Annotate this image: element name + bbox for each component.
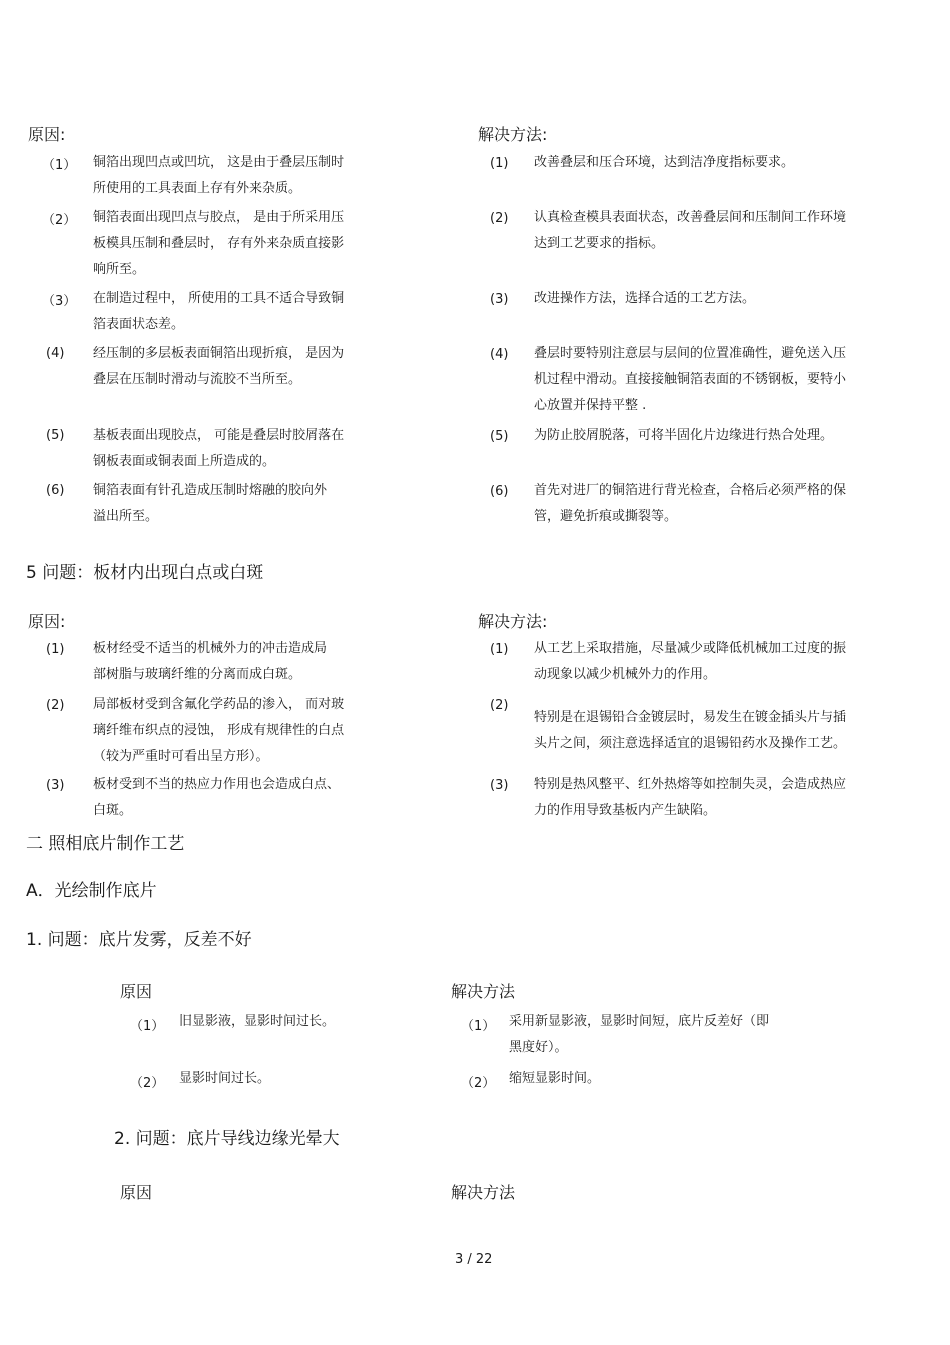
solution-num: (4) [490,347,509,362]
solution-header: 解决方法 [451,982,516,1001]
cause-num: (4) [46,346,65,361]
cause-num: （2） [130,1076,165,1091]
solution-text: 首先对进厂的铜箔进行背光检查，合格后必须严格的保 管，避免折痕或撕裂等。 [534,483,847,524]
solution-num: (6) [490,484,509,499]
solution-num: (3) [490,778,509,793]
cause-text: 在制造过程中， 所使用的工具不适合导致铜 箔表面状态差。 [93,291,345,332]
page-number: 3 / 22 [455,1252,493,1267]
problem-title: 2. 问题：底片导线边缘光晕大 [114,1129,340,1149]
subsection-title: A．光绘制作底片 [26,881,157,901]
section-title: 5 问题：板材内出现白点或白斑 [26,563,264,583]
problem-title: 1. 问题：底片发雾，反差不好 [26,930,252,950]
cause-text: 经压制的多层板表面铜箔出现折痕， 是因为 叠层在压制时滑动与流胶不当所至。 [93,346,345,387]
cause-num: (2) [46,698,65,713]
cause-num: （3） [42,294,77,309]
cause-text: 旧显影液，显影时间过长。 [179,1014,336,1029]
solution-text: 特别是在退锡铅合金镀层时，易发生在镀金插头片与插 头片之间，须注意选择适宜的退锡铅药水及操作工艺。 [534,710,847,751]
cause-text: 局部板材受到含氟化学药品的渗入， 而对玻 璃纤维布织点的浸蚀， 形成有规律性的白点 （较为严重时可看出呈方形）。 [93,697,345,764]
solution-header: 解决方法 [451,1183,516,1202]
solution-text: 认真检查模具表面状态，改善叠层间和压制间工作环境 达到工艺要求的指标。 [534,210,847,251]
cause-num: (6) [46,483,65,498]
cause-text: 铜箔出现凹点或凹坑， 这是由于叠层压制时 所使用的工具表面上存有外来杂质。 [93,155,345,196]
solution-text: 采用新显影液，显影时间短，底片反差好（即 黑度好）。 [509,1014,770,1055]
cause-header: 原因: [28,125,66,144]
cause-num: （1） [42,158,77,173]
solution-text: 从工艺上采取措施，尽量减少或降低机械加工过度的振 动现象以减少机械外力的作用。 [534,641,847,682]
solution-text: 为防止胶屑脱落，可将半固化片边缘进行热合处理。 [534,428,834,443]
cause-num: （1） [130,1019,165,1034]
solution-num: (3) [490,292,509,307]
solution-num: (2) [490,211,509,226]
cause-text: 铜箔表面有针孔造成压制时熔融的胶向外 溢出所至。 [93,483,328,524]
solution-text: 改善叠层和压合环境，达到洁净度指标要求。 [534,155,795,170]
cause-num: (1) [46,642,65,657]
cause-header: 原因 [120,982,153,1001]
solution-num: （2） [461,1076,496,1091]
cause-text: 板材受到不当的热应力作用也会造成白点、 白斑。 [93,777,341,818]
cause-text: 显影时间过长。 [179,1071,271,1086]
solution-num: (5) [490,429,509,444]
solution-header: 解决方法: [478,612,548,631]
cause-text: 铜箔表面出现凹点与胶点， 是由于所采用压 板模具压制和叠层时， 存有外来杂质直接影 响所至。 [93,210,345,277]
cause-num: （2） [42,213,77,228]
cause-text: 基板表面出现胶点， 可能是叠层时胶屑落在 钢板表面或铜表面上所造成的。 [93,428,345,469]
solution-num: (2) [490,698,509,713]
solution-text: 改进操作方法，选择合适的工艺方法。 [534,291,756,306]
solution-text: 叠层时要特别注意层与层间的位置准确性，避免送入压 机过程中滑动。直接接触铜箔表面的不锈钢板，要特小 心放置并保持平整 . [534,346,847,413]
cause-num: (3) [46,778,65,793]
cause-num: (5) [46,428,65,443]
solution-num: (1) [490,642,509,657]
solution-text: 缩短显影时间。 [509,1071,601,1086]
solution-num: （1） [461,1019,496,1034]
cause-header: 原因: [28,612,66,631]
cause-text: 板材经受不适当的机械外力的冲击造成局 部树脂与玻璃纤维的分离而成白斑。 [93,641,328,682]
chapter-title: 二 照相底片制作工艺 [26,834,185,854]
solution-num: (1) [490,156,509,171]
solution-text: 特别是热风整平、红外热熔等如控制失灵，会造成热应 力的作用导致基板内产生缺陷。 [534,777,847,818]
cause-header: 原因 [120,1183,153,1202]
solution-header: 解决方法: [478,125,548,144]
